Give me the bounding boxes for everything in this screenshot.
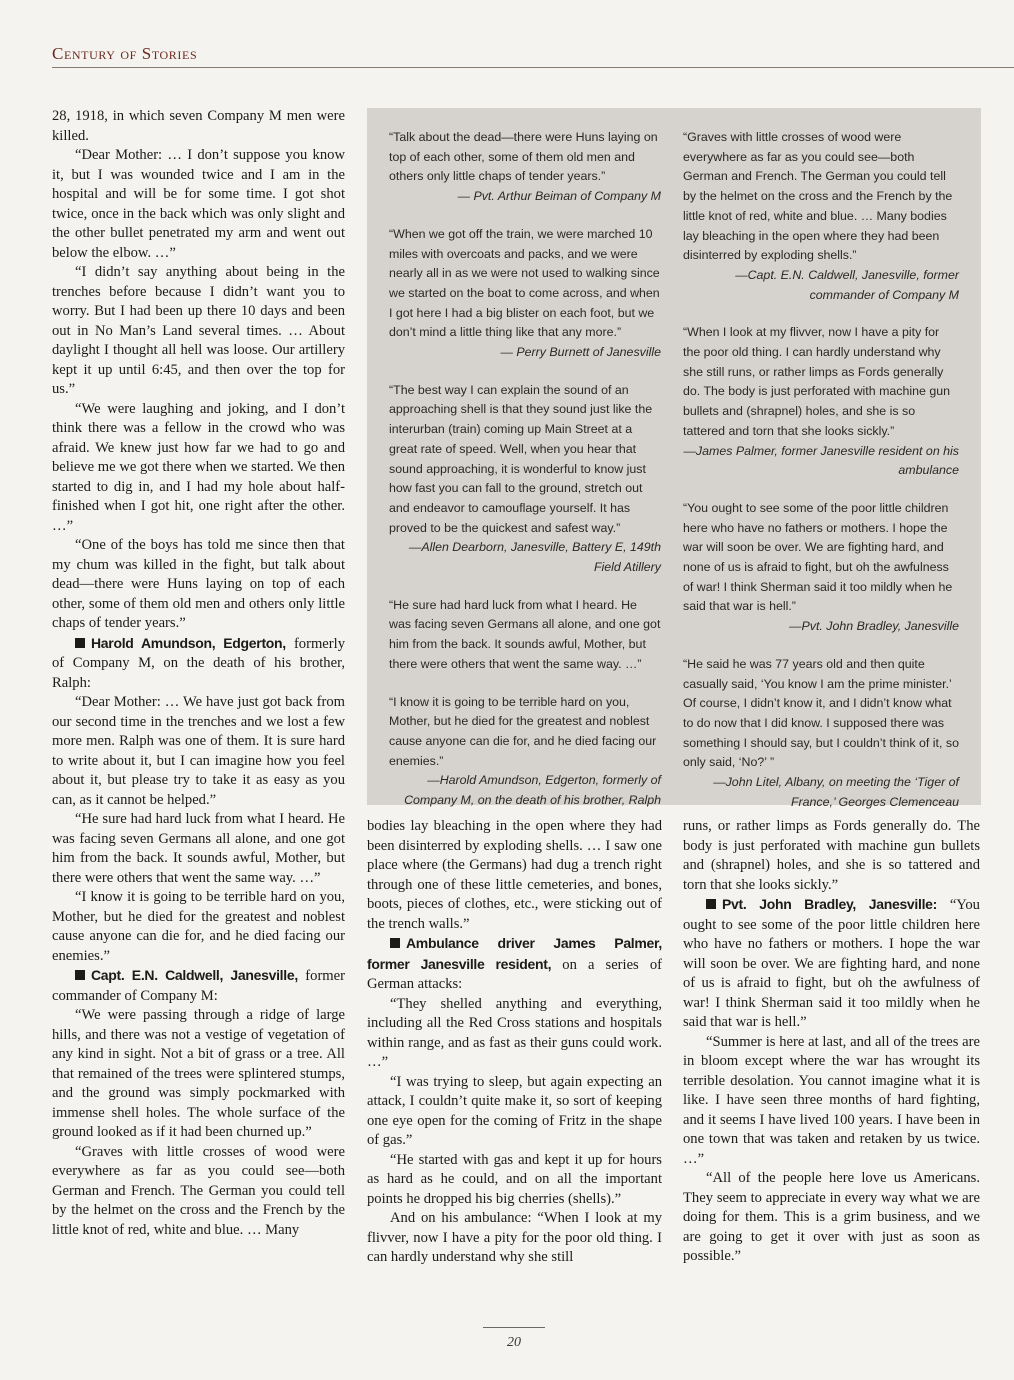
running-head: Century of Stories (52, 44, 198, 63)
paragraph: bodies lay bleaching in the open where they had been disinterred by exploding shells. … I saw one place where (the Germans) had dug a trench right through one of these little cemeteries, and bones, boots, pieces of clothes, etc., were sticking out of the trench walls.” (367, 818, 662, 932)
square-bullet-icon (706, 899, 716, 909)
pull-quote: “I know it is going to be terrible hard on you, Mother, but he died for the greatest and noblest cause anyone can die for, and he died facing our enemies.” (389, 694, 657, 768)
paragraph: “One of the boys has told me since then that my chum was killed in the fight, but talk about dead—there were Huns laying on top of each other, some of them old men and others only little chaps of tender years.” (52, 537, 345, 631)
paragraph: “We were passing through a ridge of large hills, and there was not a vestige of vegetation of any kind in sight. Not a bit of grass or a tree. All that remained of the trees were splintered stumps, and the ground was simply pockmarked with immense shell holes. The whole surface of the ground looked as if it had been churned up.” (52, 1007, 345, 1140)
paragraph: “I was trying to sleep, but again expecting an attack, I couldn’t quite make it, so sort of keeping one eye open for the coming of Fritz in the shape of gas.” (367, 1073, 662, 1148)
speaker-context: formerly of Company M, on the death of his brother, Ralph: (52, 635, 345, 691)
paragraph: “We were laughing and joking, and I don’t think there was a fellow in the crowd who was afraid. We knew just how far we had to go and believe me we got there when we started. We then started to dig in, and I had my hole about half-finished when I got hit, one right after the other. …” (52, 400, 345, 534)
paragraph: “Summer is here at last, and all of the trees are in bloom except where the war has wrought its terrible desolation. You cannot imagine what it is like. I have seen three months of hard fighting, and it seems I have lived 100 years. I have been in one town that was taken and retaken by us twice. …” (683, 1033, 980, 1167)
paragraph: “They shelled anything and everything, including all the Red Cross stations and hospitals within range, and as fast as their guns could work. …” (367, 995, 662, 1070)
square-bullet-icon (75, 970, 85, 980)
speaker-name: Pvt. John Bradley, Janesville: (722, 896, 938, 912)
quote-attribution: — Pvt. Arthur Beiman of Company M (457, 189, 661, 204)
quote-attribution: —Harold Amundson, Edgerton, formerly of Company M, on the death of his brother, Ralph (404, 773, 661, 808)
paragraph: “All of the people here love us Americans. They seem to appreciate in every way what we are doing for them. This is a grim business, and we are going to get it over with just as soon as possible.” (683, 1170, 980, 1264)
pull-quote: “When we got off the train, we were marched 10 miles with overcoats and packs, and we were nearly all in as we were not used to walking since we started on the boat to come across, and when I got here I had a big blister on each foot, but we don’t mind a little thing like that any more.” (389, 226, 660, 340)
speaker-intro (683, 895, 980, 1033)
paragraph: “I didn’t say anything about being in the trenches before because I didn’t want you to worry. But I had been up there 10 days and been out in No Man’s Land several times. … About daylight I thought all hell was loose. Our artillery kept it up until 6:45, and then over the top for us.” (52, 264, 345, 397)
pull-quote: “The best way I can explain the sound of an approaching shell is that they sound just like the interurban (train) coming up Main Street at a great rate of speed. Well, when you hear that sound approaching, it is wonderful to know just how fast you can fall to the ground, stretch out and endeavor to camouflage yourself. It has proved to be the quickest and safest way.” (389, 382, 653, 535)
quote-attribution: —Capt. E.N. Caldwell, Janesville, former commander of Company M (735, 267, 959, 302)
body-column-3 (683, 817, 980, 1267)
pull-quote: “He sure had hard luck from what I heard. He was facing seven Germans all alone, and one got him from the back. It sounds awful, Mother, but there were others that went the same way. …” (389, 597, 661, 671)
speaker-context: former commander of Company M: (52, 968, 345, 1004)
sidebar-column-right (683, 128, 959, 831)
pull-quote: “When I look at my flivver, now I have a pity for the poor old thing. I can hardly understand why she still runs, or rather limps as Fords generally do. The body is just perforated with machine gun bullets and (shrapnel) holes, and she is so tattered and torn that she looks sickly.” (683, 325, 951, 438)
paragraph: And on his ambulance: “When I look at my flivver, now I have a pity for the poor old thing. I can hardly understand why she still (367, 1210, 662, 1265)
quote-attribution: —John Litel, Albany, on meeting the ‘Tiger of France,’ Georges Clemenceau (713, 775, 959, 809)
speaker-context: on a series of German attacks: (367, 956, 662, 992)
paragraph: 28, 1918, in which seven Company M men were killed. (52, 108, 345, 144)
body-column-1 (52, 107, 345, 1240)
quote-attribution: —James Palmer, former Janesville resident on his ambulance (683, 443, 959, 478)
paragraph: runs, or rather limps as Fords generally do. The body is just perforated with machine gun bullets and (shrapnel) holes, and she is so tattered and torn that she looks sickly.” (683, 818, 980, 893)
paragraph: “Dear Mother: … I don’t suppose you know it, but I was wounded twice and I am in the hospital and will be for some time. I got shot twice, once in the back which was only slight and the other bullet penetrated my arm and went out below the elbow. …” (52, 147, 345, 261)
paragraph: “He sure had hard luck from what I heard. He was facing seven Germans all alone, and one got him from the back. It sounds awful, Mother, but there were others that went the same way. …” (52, 811, 345, 886)
speaker-intro (367, 934, 662, 995)
pull-quote: “Graves with little crosses of wood were everywhere as far as you could see—both German and French. The German you could tell by the helmet on the cross and the French by the little knot of red, white and blue. … Many bodies lay bleaching in the open where they had been disinterred by exploding shells.” (683, 130, 953, 263)
pull-quote: “You ought to see some of the poor little children here who have no fathers or mothers. I hope the war will soon be over. We are fighting hard, and none of us is afraid to fight, but oh the awfulness of war! I think Sherman said it too mildly when he said that war is hell.” (683, 500, 953, 614)
speaker-intro (52, 634, 345, 694)
speaker-intro (52, 966, 345, 1006)
pull-quote: “He said he was 77 years old and then quite casually said, ‘You know I am the prime minister.’ Of course, I didn’t know it, and I didn’t know what to do now that I did know. I supposed there was something I should say, but I couldn’t think of it, so only said, ‘No?’ ” (683, 656, 959, 770)
speaker-name: Ambulance driver James Palmer, former Janesville resident, (367, 935, 662, 972)
footer-rule (483, 1327, 545, 1328)
speaker-context: “You ought to see some of the poor little children here who have no fathers or mothers. I hope the war will soon be over. We are fighting hard, and none of us is afraid to fight, but oh the awfulness of war! I think Sherman said it too mildly when he said that war is hell.” (683, 897, 980, 1030)
paragraph: “He started with gas and kept it up for hours as hard as he could, and on all the important points he dropped his big cherries (shells).” (367, 1151, 662, 1207)
speaker-name: Capt. E.N. Caldwell, Janesville, (91, 967, 298, 983)
square-bullet-icon (390, 938, 400, 948)
paragraph: “Graves with little crosses of wood were everywhere as far as you could see—both German and French. The German you could tell by the helmet on the cross and the French by the little knot of red, white and blue. … Many (52, 1143, 345, 1238)
header-rule (52, 67, 1014, 68)
page-number: 20 (507, 1335, 521, 1350)
quote-attribution: —Allen Dearborn, Janesville, Battery E, 149th Field Atillery (408, 540, 661, 575)
quote-attribution: — Perry Burnett of Janesville (500, 345, 661, 360)
square-bullet-icon (75, 638, 85, 648)
quote-attribution: —Pvt. John Bradley, Janesville (789, 619, 959, 634)
sidebar-column-left (389, 128, 661, 829)
paragraph: “Dear Mother: … We have just got back from our second time in the trenches and we lost a few more men. Ralph was one of them. It is sure hard to write about it, but I can imagine how you feel about it, but please try to take it as easy as you can, as it cannot be helped.” (52, 694, 345, 808)
pull-quote: “Talk about the dead—there were Huns laying on top of each other, some of them old men and others only little chaps of tender years.” (389, 130, 658, 184)
body-column-2 (367, 817, 662, 1268)
speaker-name: Harold Amundson, Edgerton, (91, 634, 286, 651)
paragraph: “I know it is going to be terrible hard on you, Mother, but he died for the greatest and noblest cause anyone can die for, and he died facing our enemies.” (52, 889, 345, 964)
quotes-sidebar (367, 108, 981, 809)
